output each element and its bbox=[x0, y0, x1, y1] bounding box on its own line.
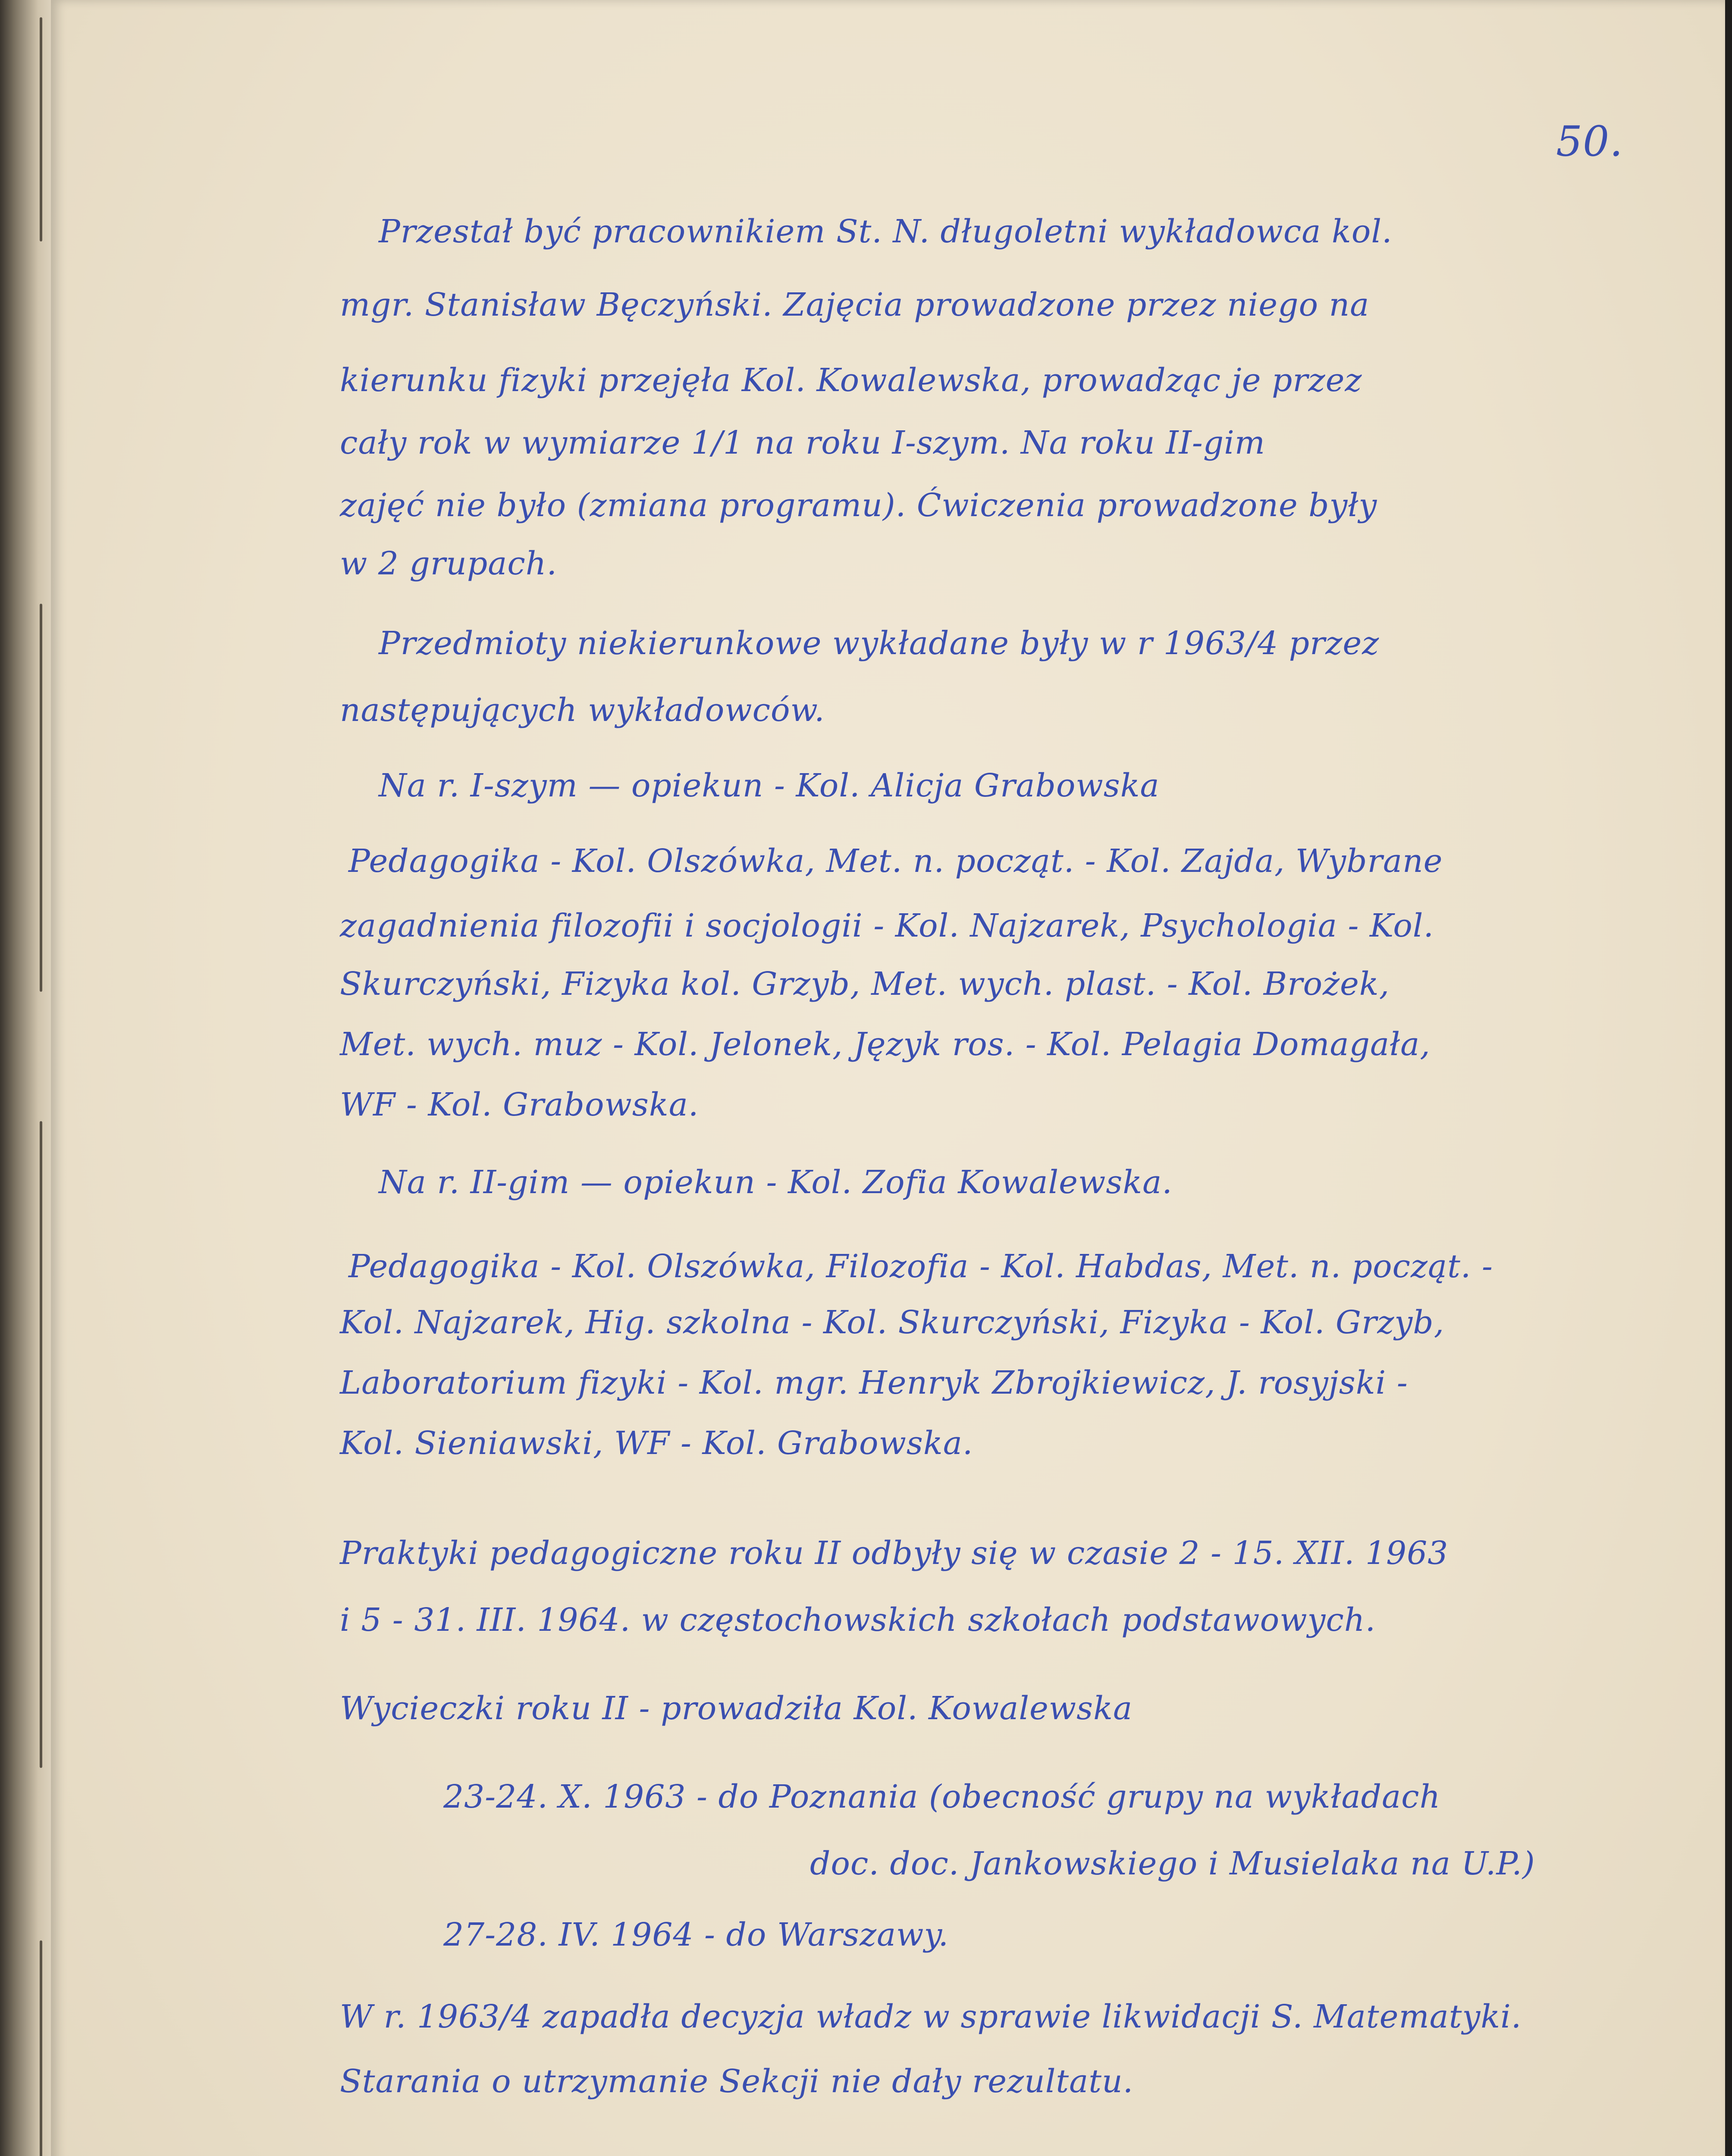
text-line: Pedagogika - Kol. Olszówka, Met. n. począt. - Kol. Zajda, Wybrane bbox=[348, 843, 1443, 880]
text-line: Skurczyński, Fizyka kol. Grzyb, Met. wych. plast. - Kol. Brożek, bbox=[340, 965, 1390, 1003]
text-line: Wycieczki roku II - prowadziła Kol. Kowalewska bbox=[340, 1690, 1133, 1727]
manuscript-page bbox=[51, 0, 1725, 2156]
heading-year-one: Na r. I-szym — opiekun - Kol. Alicja Grabowska bbox=[379, 767, 1160, 804]
book-binding bbox=[0, 0, 51, 2156]
text-line: i 5 - 31. III. 1964. w częstochowskich szkołach podstawowych. bbox=[340, 1601, 1376, 1639]
text-line: w 2 grupach. bbox=[340, 545, 557, 582]
text-line: zagadnienia filozofii i socjologii - Kol. Najzarek, Psychologia - Kol. bbox=[340, 907, 1434, 944]
binding-slit bbox=[40, 1940, 42, 2156]
text-line: doc. doc. Jankowskiego i Musielaka na U.P.) bbox=[810, 1845, 1535, 1882]
text-line: mgr. Stanisław Bęczyński. Zajęcia prowadzone przez niego na bbox=[340, 286, 1370, 323]
text-line: 23-24. X. 1963 - do Poznania (obecność grupy na wykładach bbox=[443, 1778, 1441, 1815]
text-line: Przedmioty niekierunkowe wykładane były w r 1963/4 przez bbox=[379, 625, 1380, 662]
text-line: Pedagogika - Kol. Olszówka, Filozofia - Kol. Habdas, Met. n. począt. - bbox=[348, 1248, 1493, 1285]
text-line: następujących wykładowców. bbox=[340, 692, 825, 729]
binding-slit bbox=[40, 604, 42, 992]
page-number: 50. bbox=[1556, 117, 1623, 166]
text-line: Laboratorium fizyki - Kol. mgr. Henryk Zbrojkiewicz, J. rosyjski - bbox=[340, 1364, 1408, 1401]
text-line: W r. 1963/4 zapadła decyzja władz w sprawie likwidacji S. Matematyki. bbox=[340, 1998, 1522, 2035]
text-line: WF - Kol. Grabowska. bbox=[340, 1086, 699, 1123]
heading-year-two: Na r. II-gim — opiekun - Kol. Zofia Kowalewska. bbox=[379, 1164, 1173, 1201]
binding-slit bbox=[40, 1121, 42, 1768]
text-line: Kol. Sieniawski, WF - Kol. Grabowska. bbox=[340, 1425, 973, 1462]
text-line: Kol. Najzarek, Hig. szkolna - Kol. Skurczyński, Fizyka - Kol. Grzyb, bbox=[340, 1304, 1445, 1341]
text-line: Met. wych. muz - Kol. Jelonek, Język ros. - Kol. Pelagia Domagała, bbox=[340, 1026, 1431, 1063]
text-line: Praktyki pedagogiczne roku II odbyły się w czasie 2 - 15. XII. 1963 bbox=[340, 1535, 1449, 1572]
text-line: cały rok w wymiarze 1/1 na roku I-szym. Na roku II-gim bbox=[340, 424, 1265, 461]
text-line: Starania o utrzymanie Sekcji nie dały rezultatu. bbox=[340, 2063, 1134, 2100]
scan-edge bbox=[1725, 0, 1732, 2156]
text-line: 27-28. IV. 1964 - do Warszawy. bbox=[443, 1916, 949, 1953]
text-line: Przestał być pracownikiem St. N. długoletni wykładowca kol. bbox=[379, 213, 1393, 250]
text-line: zajęć nie było (zmiana programu). Ćwiczenia prowadzone były bbox=[340, 487, 1377, 524]
text-line: kierunku fizyki przejęła Kol. Kowalewska, prowadząc je przez bbox=[340, 362, 1362, 399]
binding-slit bbox=[40, 17, 42, 241]
